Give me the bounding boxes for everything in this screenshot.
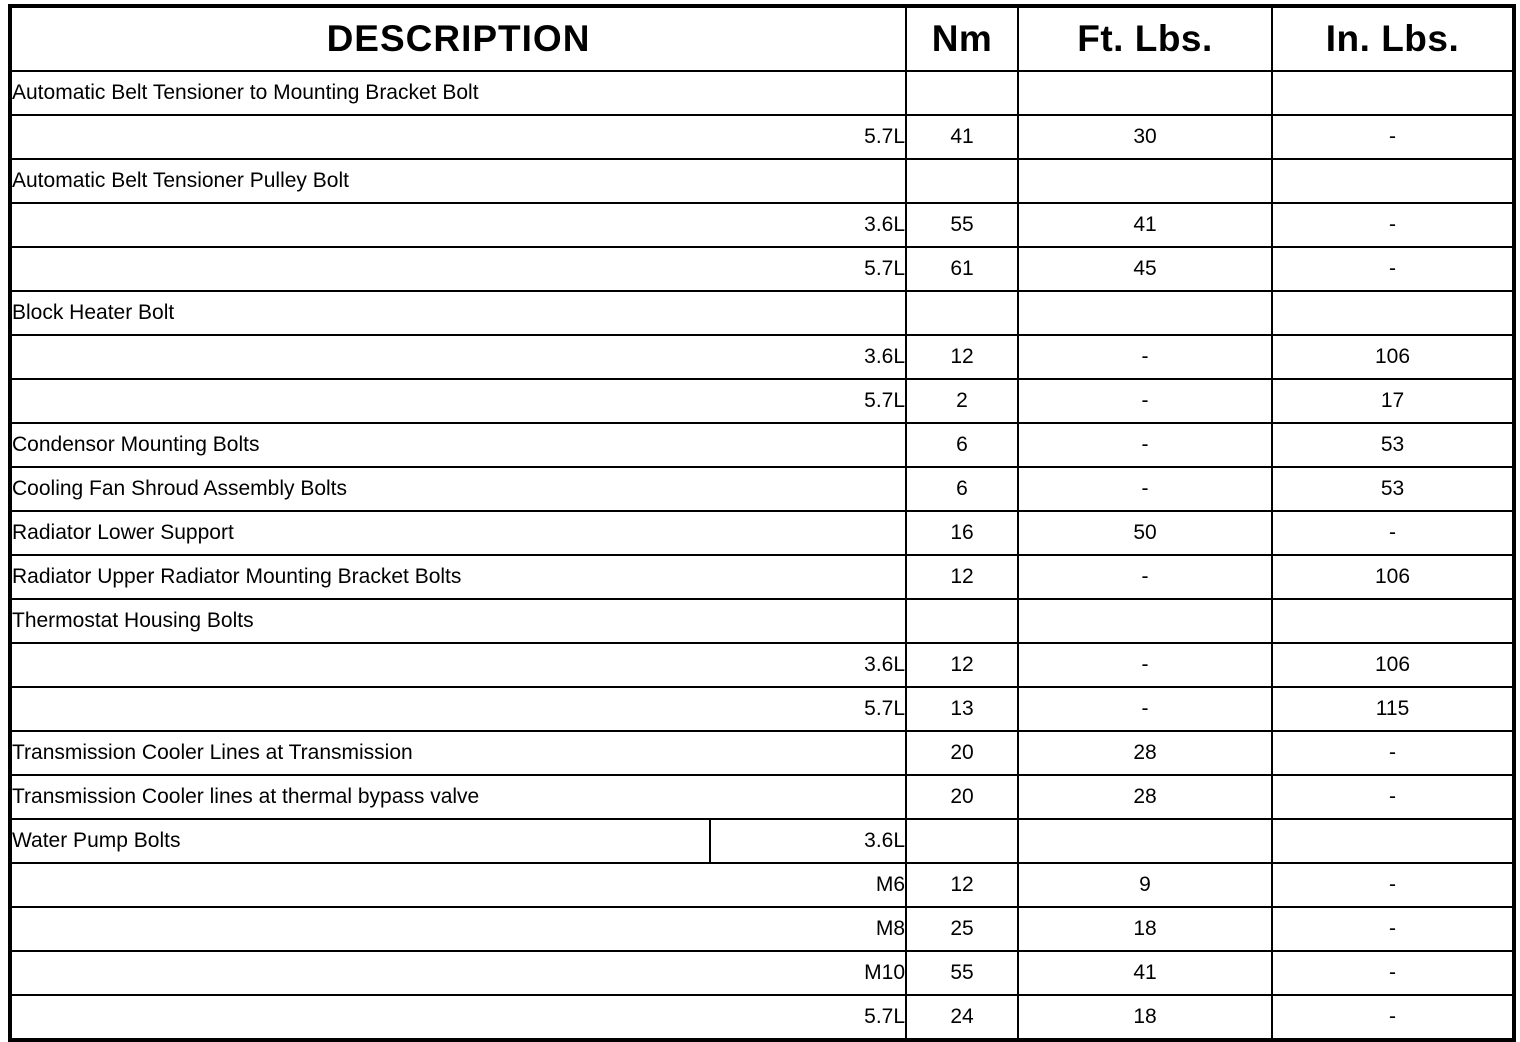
- column-header-nm: Nm: [906, 6, 1018, 71]
- cell-description: Cooling Fan Shroud Assembly Bolts: [10, 467, 906, 511]
- cell-in-lbs: 53: [1272, 467, 1514, 511]
- cell-in-lbs: [1272, 599, 1514, 643]
- cell-nm: 25: [906, 907, 1018, 951]
- cell-in-lbs: -: [1272, 995, 1514, 1040]
- table-row: [10, 511, 1514, 555]
- cell-nm: 20: [906, 775, 1018, 819]
- cell-nm: 20: [906, 731, 1018, 775]
- cell-nm: [906, 159, 1018, 203]
- cell-nm: 41: [906, 115, 1018, 159]
- table-row: [10, 951, 1514, 995]
- cell-nm: 16: [906, 511, 1018, 555]
- cell-sub-description: 5.7L: [10, 247, 906, 291]
- cell-ft-lbs: 30: [1018, 115, 1272, 159]
- cell-nm: 55: [906, 951, 1018, 995]
- cell-nm: 55: [906, 203, 1018, 247]
- cell-nm: 6: [906, 467, 1018, 511]
- table-row: [10, 863, 1514, 907]
- cell-in-lbs: -: [1272, 203, 1514, 247]
- table-row: [10, 599, 1514, 643]
- cell-sub-description: 5.7L: [10, 379, 906, 423]
- column-header-description: DESCRIPTION: [10, 6, 906, 71]
- table-row: [10, 379, 1514, 423]
- cell-ft-lbs: [1018, 291, 1272, 335]
- cell-ft-lbs: -: [1018, 687, 1272, 731]
- cell-nm: 61: [906, 247, 1018, 291]
- cell-in-lbs: -: [1272, 775, 1514, 819]
- cell-ft-lbs: 45: [1018, 247, 1272, 291]
- cell-in-lbs: [1272, 159, 1514, 203]
- cell-in-lbs: 106: [1272, 555, 1514, 599]
- table-row: [10, 687, 1514, 731]
- table-body: [10, 71, 1514, 1040]
- cell-description: Radiator Upper Radiator Mounting Bracket Bolts: [10, 555, 906, 599]
- cell-nm: [906, 599, 1018, 643]
- table-row: [10, 467, 1514, 511]
- table-row: [10, 71, 1514, 115]
- cell-ft-lbs: [1018, 819, 1272, 863]
- table-header: [10, 6, 1514, 71]
- torque-specifications-table: [8, 4, 1516, 1042]
- cell-description: Transmission Cooler lines at thermal bypass valve: [10, 775, 906, 819]
- cell-sub-description: 3.6L: [710, 819, 906, 863]
- cell-description: Automatic Belt Tensioner to Mounting Bracket Bolt: [10, 71, 906, 115]
- cell-sub-description: 5.7L: [10, 995, 906, 1040]
- table-row: [10, 291, 1514, 335]
- cell-nm: 12: [906, 863, 1018, 907]
- cell-ft-lbs: -: [1018, 555, 1272, 599]
- table-row: [10, 819, 1514, 863]
- table-row: [10, 115, 1514, 159]
- cell-in-lbs: 106: [1272, 335, 1514, 379]
- cell-description: Thermostat Housing Bolts: [10, 599, 906, 643]
- cell-in-lbs: -: [1272, 731, 1514, 775]
- cell-ft-lbs: 28: [1018, 775, 1272, 819]
- cell-description: Transmission Cooler Lines at Transmission: [10, 731, 906, 775]
- cell-description: Automatic Belt Tensioner Pulley Bolt: [10, 159, 906, 203]
- cell-ft-lbs: 41: [1018, 951, 1272, 995]
- table-row: [10, 555, 1514, 599]
- table-row: [10, 995, 1514, 1040]
- cell-in-lbs: [1272, 291, 1514, 335]
- cell-description: Water Pump Bolts: [10, 819, 710, 863]
- cell-nm: 2: [906, 379, 1018, 423]
- cell-nm: [906, 819, 1018, 863]
- cell-in-lbs: -: [1272, 511, 1514, 555]
- cell-description: Condensor Mounting Bolts: [10, 423, 906, 467]
- cell-nm: 12: [906, 555, 1018, 599]
- cell-nm: 24: [906, 995, 1018, 1040]
- table-row: [10, 907, 1514, 951]
- cell-in-lbs: [1272, 819, 1514, 863]
- cell-ft-lbs: -: [1018, 643, 1272, 687]
- cell-description: Radiator Lower Support: [10, 511, 906, 555]
- cell-nm: [906, 71, 1018, 115]
- cell-sub-description: 3.6L: [10, 643, 906, 687]
- cell-ft-lbs: [1018, 159, 1272, 203]
- column-header-ft-lbs: Ft. Lbs.: [1018, 6, 1272, 71]
- cell-ft-lbs: 41: [1018, 203, 1272, 247]
- cell-ft-lbs: 9: [1018, 863, 1272, 907]
- cell-nm: 13: [906, 687, 1018, 731]
- cell-nm: 6: [906, 423, 1018, 467]
- cell-sub-description: 5.7L: [10, 687, 906, 731]
- cell-in-lbs: 53: [1272, 423, 1514, 467]
- table-header-row: [10, 6, 1514, 71]
- cell-ft-lbs: -: [1018, 335, 1272, 379]
- cell-in-lbs: 115: [1272, 687, 1514, 731]
- table-row: [10, 159, 1514, 203]
- column-header-in-lbs: In. Lbs.: [1272, 6, 1514, 71]
- cell-sub-description: M10: [10, 951, 906, 995]
- cell-ft-lbs: [1018, 599, 1272, 643]
- cell-in-lbs: -: [1272, 907, 1514, 951]
- cell-ft-lbs: 18: [1018, 907, 1272, 951]
- cell-sub-description: 5.7L: [10, 115, 906, 159]
- cell-in-lbs: 106: [1272, 643, 1514, 687]
- cell-sub-description: M8: [10, 907, 906, 951]
- cell-in-lbs: [1272, 71, 1514, 115]
- cell-ft-lbs: [1018, 71, 1272, 115]
- cell-sub-description: M6: [10, 863, 906, 907]
- table-row: [10, 247, 1514, 291]
- cell-ft-lbs: -: [1018, 467, 1272, 511]
- cell-ft-lbs: -: [1018, 379, 1272, 423]
- cell-nm: 12: [906, 335, 1018, 379]
- cell-description: Block Heater Bolt: [10, 291, 906, 335]
- table-row: [10, 643, 1514, 687]
- table-row: [10, 335, 1514, 379]
- cell-ft-lbs: 50: [1018, 511, 1272, 555]
- cell-in-lbs: 17: [1272, 379, 1514, 423]
- cell-in-lbs: -: [1272, 247, 1514, 291]
- cell-sub-description: 3.6L: [10, 203, 906, 247]
- cell-in-lbs: -: [1272, 951, 1514, 995]
- table-row: [10, 203, 1514, 247]
- cell-ft-lbs: 18: [1018, 995, 1272, 1040]
- cell-sub-description: 3.6L: [10, 335, 906, 379]
- cell-in-lbs: -: [1272, 115, 1514, 159]
- cell-in-lbs: -: [1272, 863, 1514, 907]
- cell-ft-lbs: 28: [1018, 731, 1272, 775]
- cell-nm: 12: [906, 643, 1018, 687]
- table-row: [10, 423, 1514, 467]
- table-row: [10, 775, 1514, 819]
- table-row: [10, 731, 1514, 775]
- cell-nm: [906, 291, 1018, 335]
- cell-ft-lbs: -: [1018, 423, 1272, 467]
